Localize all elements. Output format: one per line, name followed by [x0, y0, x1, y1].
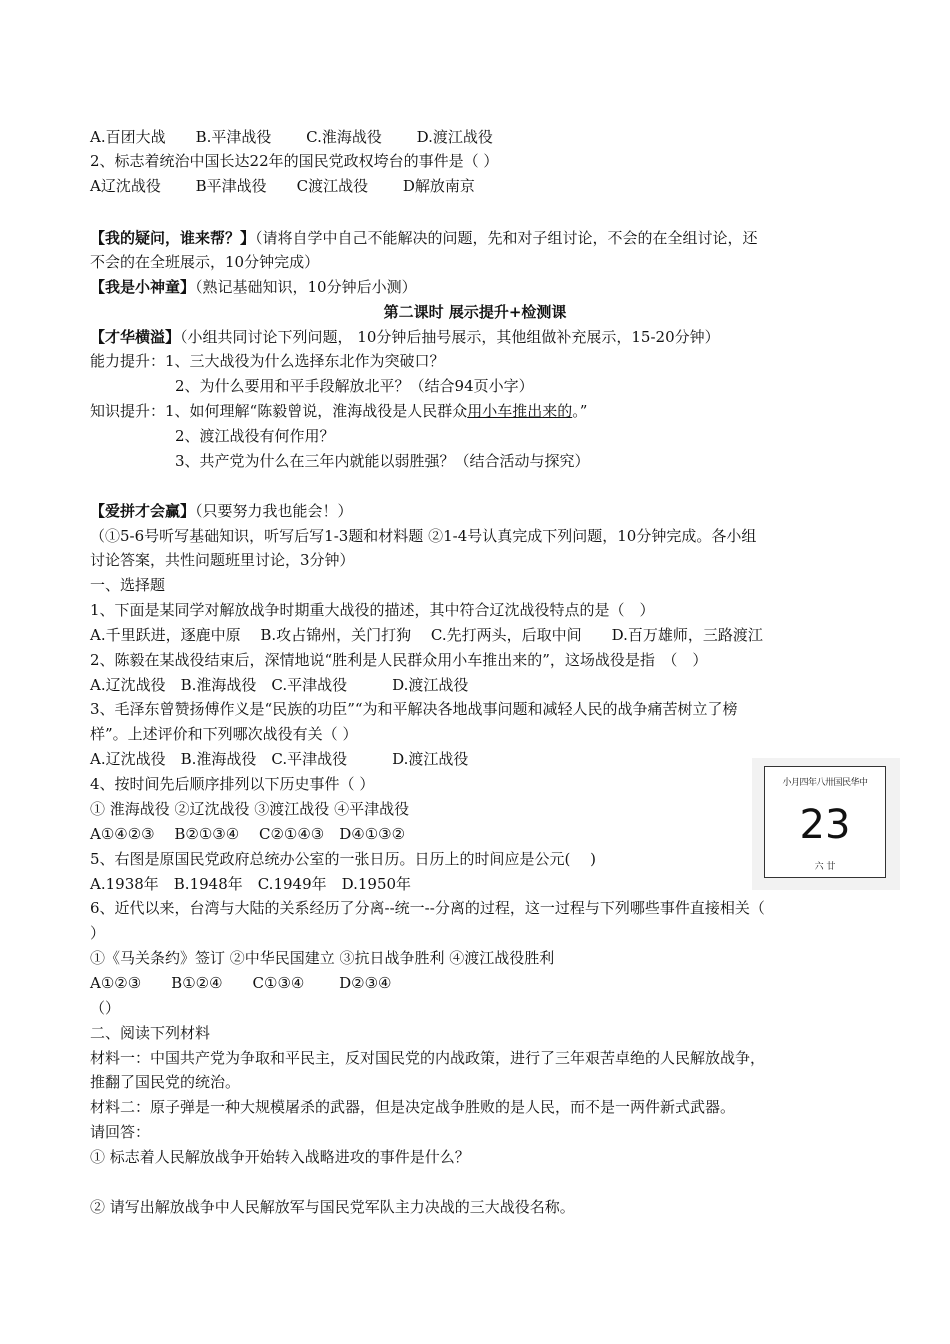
- instruction-line: 讨论答案，共性问题班里讨论，3分钟）: [90, 551, 355, 569]
- answer-blank: （）: [90, 999, 121, 1017]
- section-desc: （请将自学中自己不能解决的问题，先和对子组讨论，不会的在全组讨论，还: [255, 229, 758, 247]
- question-line: 样”。上述评价和下列哪次战役有关（ ）: [90, 725, 358, 743]
- section-desc: （只要努力我也能会！）: [195, 502, 353, 520]
- question-line: 5、右图是原国民党政府总统办公室的一张日历。日历上的时间应是公元( ): [90, 850, 597, 868]
- section-genius: [90, 277, 417, 297]
- option-line: A.辽沈战役 B.淮海战役 C.平津战役 D.渡江战役: [90, 676, 469, 694]
- option-line: A辽沈战役 B平津战役 C渡江战役 D解放南京: [90, 177, 475, 195]
- question-line: ）: [90, 924, 106, 942]
- option-line: A.辽沈战役 B.淮海战役 C.平津战役 D.渡江战役: [90, 750, 469, 768]
- option-line: A①④②③ B②①③④ C②①④③ D④①③②: [90, 825, 406, 843]
- knowledge-q1: [90, 401, 587, 421]
- sub-question: ① 标志着人民解放战争开始转入战略进攻的事件是什么？: [90, 1148, 470, 1166]
- ability-q2: 2、为什么要用和平手段解放北平？（结合94页小字）: [175, 377, 534, 395]
- material-one-cont: 推翻了国民党的统治。: [90, 1073, 241, 1091]
- event-list: ① 淮海战役 ②辽沈战役 ③渡江战役 ④平津战役: [90, 800, 410, 818]
- calendar-page: [764, 766, 886, 878]
- text-line: 不会的在全班展示，10分钟完成）: [90, 253, 320, 271]
- calendar-day: 23: [799, 802, 851, 848]
- calendar-footer: 六 廿: [814, 862, 836, 872]
- underlined-quote: 用小车推出来的: [467, 402, 573, 420]
- answer-prompt: 请回答：: [90, 1123, 151, 1141]
- calendar-header: 小月四年八卅国民华中: [782, 778, 868, 788]
- option-line: A.百团大战 B.平津战役 C.淮海战役 D.渡江战役: [90, 128, 493, 146]
- section-desc: （小组共同讨论下列问题， 10分钟后抽号展示，其他组做补充展示，15-20分钟）: [180, 328, 720, 346]
- question-line: 1、下面是某同学对解放战争时期重大战役的描述，其中符合辽沈战役特点的是（ ）: [90, 601, 655, 619]
- text-span: 。”: [572, 402, 588, 420]
- section-talent: [90, 327, 720, 347]
- section-help: [90, 228, 758, 248]
- knowledge-q2: 2、渡江战役有何作用？: [175, 427, 335, 445]
- question-line: 4、按时间先后顺序排列以下历史事件（ ）: [90, 775, 375, 793]
- part-heading: 一、选择题: [90, 576, 166, 594]
- section-heading: 【我的疑问，谁来帮？】: [90, 229, 256, 247]
- instruction-line: （①5-6号听写基础知识，听写后写1-3题和材料题 ②1-4号认真完成下列问题，10分钟完成。各小组: [90, 527, 757, 545]
- calendar-image: [752, 758, 900, 890]
- option-line: A.千里跃进，逐鹿中原 B.攻占锦州，关门打狗 C.先打两头，后取中间 D.百万雄师，三路渡江: [90, 626, 763, 644]
- material-one: 材料一：中国共产党为争取和平民主，反对国民党的内战政策，进行了三年艰苦卓绝的人民解放战争，: [90, 1049, 766, 1067]
- event-list: ①《马关条约》签订 ②中华民国建立 ③抗日战争胜利 ④渡江战役胜利: [90, 949, 555, 967]
- option-line: A①②③ B①②④ C①③④ D②③④: [90, 974, 392, 992]
- section-heading: 【才华横溢】: [90, 328, 181, 346]
- section-effort: [90, 501, 353, 521]
- sub-question: ② 请写出解放战争中人民解放军与国民党军队主力决战的三大战役名称。: [90, 1198, 575, 1216]
- question-line: 6、近代以来，台湾与大陆的关系经历了分离--统一--分离的过程，这一过程与下列哪些事件直接相关（: [90, 899, 765, 917]
- section-heading: 【爱拼才会赢】: [90, 502, 196, 520]
- ability-q1: 能力提升：1、三大战役为什么选择东北作为突破口？: [90, 352, 445, 370]
- text-span: 知识提升：1、如何理解“陈毅曾说，淮海战役是人民群众: [90, 402, 468, 420]
- option-line: A.1938年 B.1948年 C.1949年 D.1950年: [90, 875, 412, 893]
- question-line: 2、标志着统治中国长达22年的国民党政权垮台的事件是（ ）: [90, 152, 499, 170]
- question-line: 2、陈毅在某战役结束后，深情地说“胜利是人民群众用小车推出来的”，这场战役是指 （ ）: [90, 651, 708, 669]
- section-heading: 【我是小神童】: [90, 278, 196, 296]
- section-desc: （熟记基础知识，10分钟后小测）: [195, 278, 417, 296]
- part-heading: 二、阅读下列材料: [90, 1024, 211, 1042]
- lesson-title: 第二课时 展示提升+检测课: [383, 303, 567, 321]
- question-line: 3、毛泽东曾赞扬傅作义是“民族的功臣”“为和平解决各地战事问题和减轻人民的战争痛苦树立了榜: [90, 700, 738, 718]
- knowledge-q3: 3、共产党为什么在三年内就能以弱胜强？（结合活动与探究）: [175, 452, 590, 470]
- material-two: 材料二：原子弹是一种大规模屠杀的武器，但是决定战争胜败的是人民，而不是一两件新式武器。: [90, 1098, 736, 1116]
